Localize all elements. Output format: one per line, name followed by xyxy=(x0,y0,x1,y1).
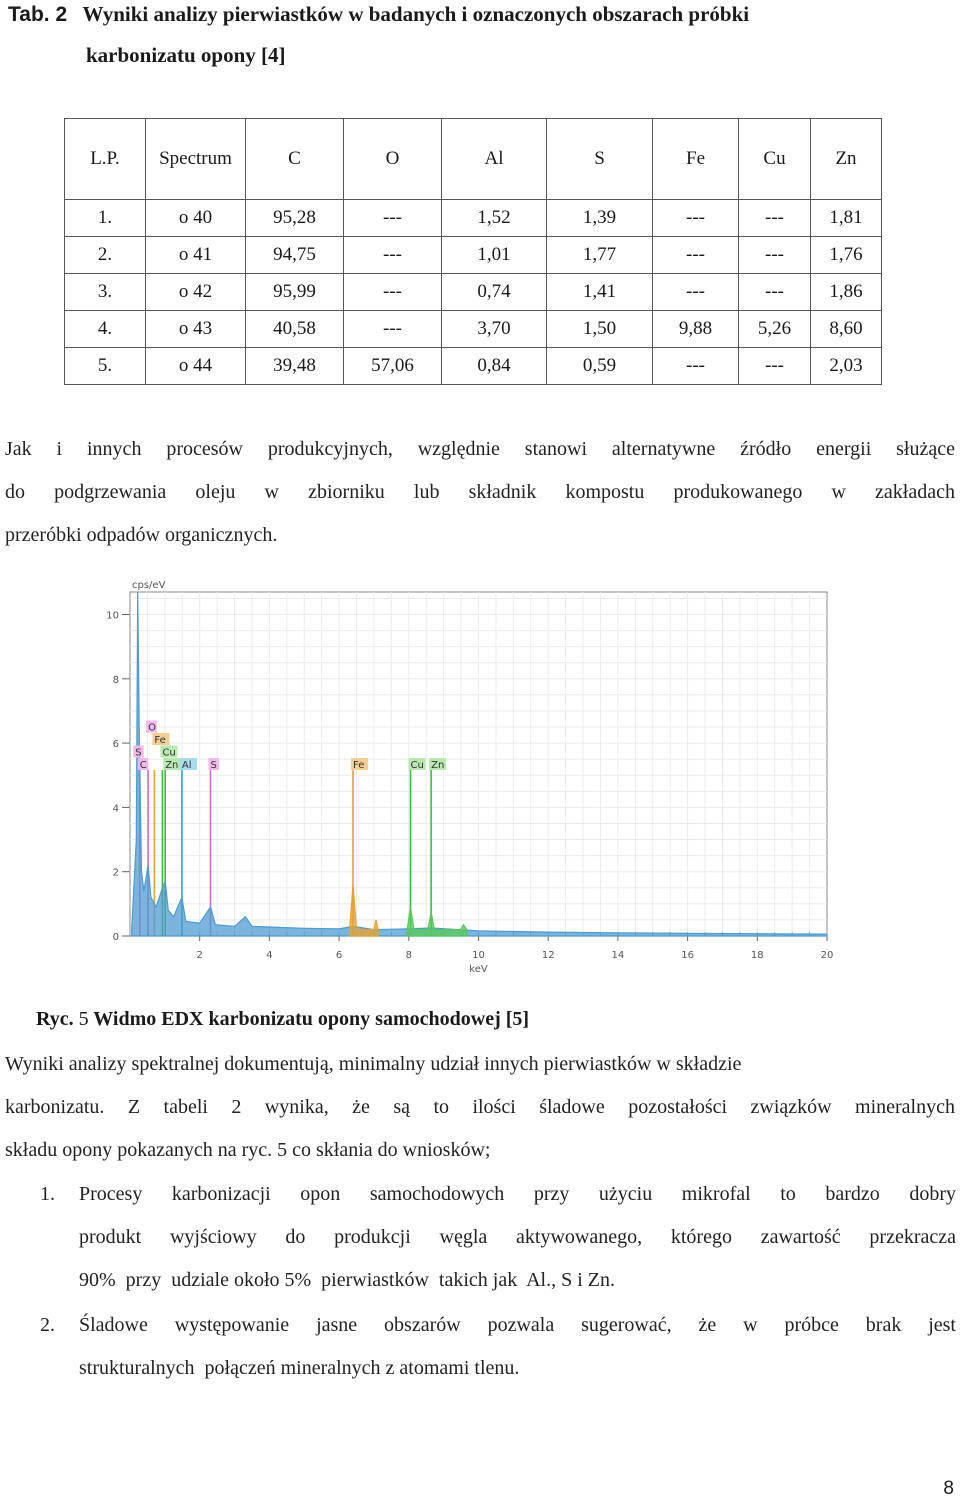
table-cell: 1,81 xyxy=(811,200,882,237)
element-label: S xyxy=(210,760,217,771)
edx-spectrum-chart xyxy=(100,576,840,976)
table-cell: 3. xyxy=(65,274,146,311)
element-label: Cu xyxy=(410,760,424,771)
table-row xyxy=(65,274,882,311)
list-line: Śladowe występowanie jasne obszarów pozwala sugerować, że w próbce brak jest xyxy=(79,1314,956,1336)
list-line: Procesy karbonizacji opon samochodowych przy użyciu mikrofal to bardzo dobry xyxy=(79,1183,956,1205)
x-tick-label: 18 xyxy=(750,950,764,961)
list-line: strukturalnych połączeń mineralnych z atomami tlenu. xyxy=(79,1357,520,1379)
table-cell: 94,75 xyxy=(246,237,344,274)
conclusion-item-2 xyxy=(40,1304,956,1390)
list-line: produkt wyjściowy do produkcji węgla aktywowanego, którego zawartość przekracza xyxy=(79,1226,956,1248)
header-fe: Fe xyxy=(653,119,739,200)
conclusion-item-1 xyxy=(40,1173,956,1302)
table-cell: 5,26 xyxy=(739,311,811,348)
paragraph-line: Wyniki analizy spektralnej dokumentują, minimalny udział innych pierwiastków w składzie xyxy=(5,1053,742,1075)
paragraph-intro xyxy=(5,428,955,557)
y-axis-label: cps/eV xyxy=(132,580,166,591)
header-lp: L.P. xyxy=(65,119,146,200)
table-cell: --- xyxy=(653,200,739,237)
table-cell: 39,48 xyxy=(246,348,344,385)
page-number: 8 xyxy=(943,1478,954,1499)
y-tick-label: 0 xyxy=(112,932,119,943)
table-cell: 1,86 xyxy=(811,274,882,311)
table-cell: 4. xyxy=(65,311,146,348)
x-tick-label: 20 xyxy=(820,950,834,961)
header-zn: Zn xyxy=(811,119,882,200)
table-cell: 5. xyxy=(65,348,146,385)
table-cell: --- xyxy=(344,311,442,348)
table-row xyxy=(65,237,882,274)
element-label: Al xyxy=(181,760,192,771)
table-cell: 2,03 xyxy=(811,348,882,385)
table-cell: 2. xyxy=(65,237,146,274)
table-cell: o 41 xyxy=(146,237,246,274)
header-al: Al xyxy=(442,119,547,200)
table-header-row xyxy=(65,119,882,200)
paragraph-line: Jak i innych procesów produkcyjnych, względnie stanowi alternatywne źródło energii służące xyxy=(5,438,955,460)
header-o: O xyxy=(344,119,442,200)
table-row xyxy=(65,311,882,348)
x-axis-label: keV xyxy=(469,964,488,975)
element-label: Fe xyxy=(353,760,365,771)
table-cell: --- xyxy=(739,200,811,237)
table-cell: o 40 xyxy=(146,200,246,237)
table-cell: --- xyxy=(344,237,442,274)
list-line: 90% przy udziale około 5% pierwiastków takich jak Al., S i Zn. xyxy=(79,1269,616,1291)
header-spectrum: Spectrum xyxy=(146,119,246,200)
table-row xyxy=(65,200,882,237)
y-tick-label: 6 xyxy=(112,739,119,751)
list-number: 2. xyxy=(40,1314,55,1336)
paragraph-line: karbonizatu. Z tabeli 2 wynika, że są to ilości śladowe pozostałości związków mineralnych xyxy=(5,1096,955,1118)
table-cell: 1,50 xyxy=(547,311,653,348)
element-label: Zn xyxy=(431,760,445,771)
x-tick-label: 4 xyxy=(266,950,273,961)
y-tick-label: 8 xyxy=(112,674,119,686)
figure-caption xyxy=(36,1008,529,1031)
table-cell: 95,99 xyxy=(246,274,344,311)
element-label: Cu xyxy=(162,747,176,759)
element-label: Fe xyxy=(154,735,166,746)
table-cell: 1,41 xyxy=(547,274,653,311)
caption-text: Widmo EDX karbonizatu opony samochodowej [5] xyxy=(93,1008,530,1030)
table-cell: 1,52 xyxy=(442,200,547,237)
x-tick-label: 16 xyxy=(681,950,694,961)
table-cell: 0,74 xyxy=(442,274,547,311)
table-cell: --- xyxy=(739,237,811,274)
header-c: C xyxy=(246,119,344,200)
header-cu: Cu xyxy=(739,119,811,200)
table-title-line1 xyxy=(8,2,749,27)
caption-label: Ryc. xyxy=(36,1008,74,1030)
table-row xyxy=(65,348,882,385)
table-cell: --- xyxy=(653,274,739,311)
table-cell: 40,58 xyxy=(246,311,344,348)
table-cell: --- xyxy=(653,237,739,274)
table-cell: 0,84 xyxy=(442,348,547,385)
table-cell: 0,59 xyxy=(547,348,653,385)
table-cell: --- xyxy=(739,274,811,311)
table-cell: o 42 xyxy=(146,274,246,311)
paragraph-line: przeróbki odpadów organicznych. xyxy=(5,524,278,546)
paragraph-results xyxy=(5,1043,955,1172)
x-tick-label: 6 xyxy=(335,950,343,961)
paragraph-line: do podgrzewania oleju w zbiorniku lub składnik kompostu produkowanego w zakładach xyxy=(5,481,955,503)
x-tick-label: 14 xyxy=(611,950,625,961)
y-tick-label: 4 xyxy=(112,803,119,815)
element-label: S xyxy=(135,747,142,759)
table-cell: 1,77 xyxy=(547,237,653,274)
table-cell: 1,39 xyxy=(547,200,653,237)
header-s: S xyxy=(547,119,653,200)
x-tick-label: 12 xyxy=(541,950,555,961)
table-cell: o 44 xyxy=(146,348,246,385)
table-cell: 9,88 xyxy=(653,311,739,348)
y-tick-label: 10 xyxy=(106,610,119,622)
table-cell: --- xyxy=(344,200,442,237)
table-cell: 95,28 xyxy=(246,200,344,237)
table-cell: --- xyxy=(344,274,442,311)
table-cell: 3,70 xyxy=(442,311,547,348)
table-title-text: Wyniki analizy pierwiastków w badanych i oznaczonych obszarach próbki xyxy=(82,2,750,26)
table-title-line2: karbonizatu opony [4] xyxy=(86,43,286,67)
y-tick-label: 2 xyxy=(112,867,119,879)
element-label: C xyxy=(139,760,147,771)
table-cell: --- xyxy=(739,348,811,385)
table-cell: o 43 xyxy=(146,311,246,348)
element-label: Zn xyxy=(165,760,179,771)
x-tick-label: 2 xyxy=(196,950,203,961)
element-analysis-table xyxy=(64,118,882,385)
paragraph-line: składu opony pokazanych na ryc. 5 co skłania do wniosków; xyxy=(5,1139,491,1161)
table-cell: 57,06 xyxy=(344,348,442,385)
table-cell: --- xyxy=(653,348,739,385)
caption-number: 5 xyxy=(78,1008,89,1030)
x-tick-label: 8 xyxy=(405,950,412,961)
table-cell: 1,01 xyxy=(442,237,547,274)
table-cell: 1. xyxy=(65,200,146,237)
x-tick-label: 10 xyxy=(472,950,485,961)
table-cell: 8,60 xyxy=(811,311,882,348)
table-cell: 1,76 xyxy=(811,237,882,274)
element-label: O xyxy=(148,722,156,734)
table-number: Tab. 2 xyxy=(8,3,68,26)
list-number: 1. xyxy=(40,1183,55,1205)
